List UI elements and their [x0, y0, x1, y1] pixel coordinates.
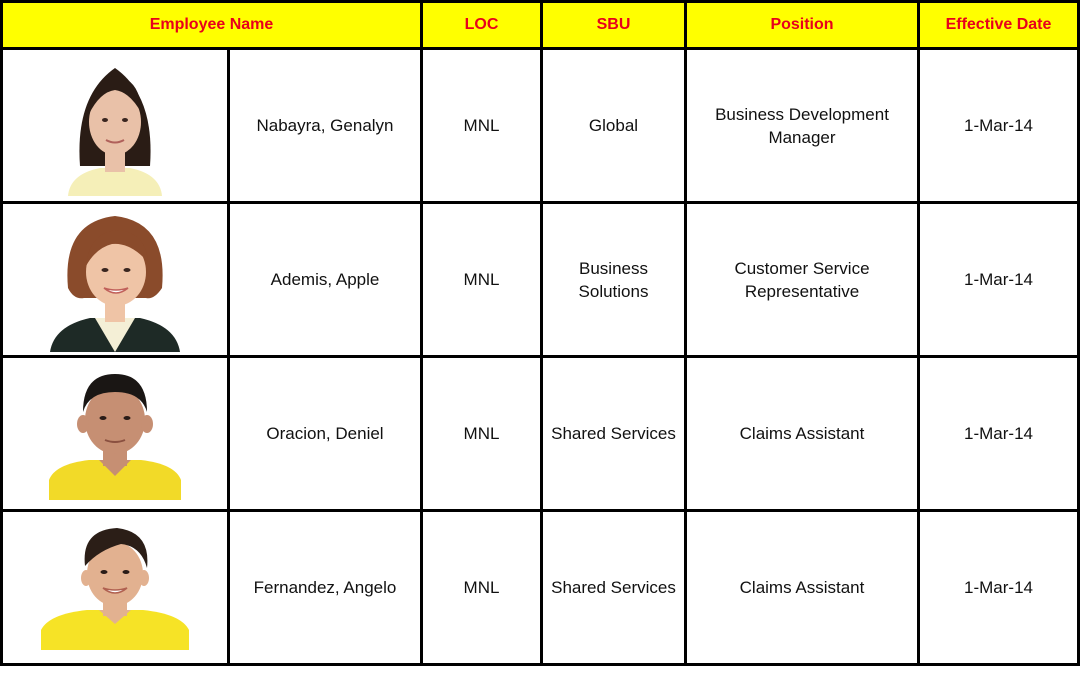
employee-effective-date: 1-Mar-14	[919, 511, 1079, 665]
employee-loc: MNL	[422, 203, 542, 357]
header-sbu: SBU	[542, 2, 686, 49]
table-row	[2, 357, 1079, 511]
employee-loc: MNL	[422, 511, 542, 665]
employee-position: Business Development Manager	[686, 49, 919, 203]
employee-name: Ademis, Apple	[229, 203, 422, 357]
employee-photo	[49, 368, 181, 500]
employee-name: Nabayra, Genalyn	[229, 49, 422, 203]
employee-position: Customer Service Representative	[686, 203, 919, 357]
photo-cell	[2, 203, 229, 357]
table-row	[2, 203, 1079, 357]
header-loc: LOC	[422, 2, 542, 49]
header-row	[2, 2, 1079, 49]
header-effective-date: Effective Date	[919, 2, 1079, 49]
header-employee-name: Employee Name	[2, 2, 422, 49]
employee-position: Claims Assistant	[686, 357, 919, 511]
employee-sbu: Business Solutions	[542, 203, 686, 357]
employee-effective-date: 1-Mar-14	[919, 49, 1079, 203]
header-position: Position	[686, 2, 919, 49]
table-row	[2, 49, 1079, 203]
employee-sbu: Global	[542, 49, 686, 203]
employee-loc: MNL	[422, 357, 542, 511]
employee-photo	[41, 526, 189, 650]
employee-name: Oracion, Deniel	[229, 357, 422, 511]
employee-sbu: Shared Services	[542, 357, 686, 511]
employee-name: Fernandez, Angelo	[229, 511, 422, 665]
photo-cell	[2, 49, 229, 203]
employee-effective-date: 1-Mar-14	[919, 357, 1079, 511]
employee-photo	[50, 208, 180, 352]
employee-sbu: Shared Services	[542, 511, 686, 665]
employee-loc: MNL	[422, 49, 542, 203]
photo-cell	[2, 357, 229, 511]
photo-cell	[2, 511, 229, 665]
employee-effective-date: 1-Mar-14	[919, 203, 1079, 357]
employee-position: Claims Assistant	[686, 511, 919, 665]
table-row	[2, 511, 1079, 665]
employee-photo	[60, 56, 170, 196]
